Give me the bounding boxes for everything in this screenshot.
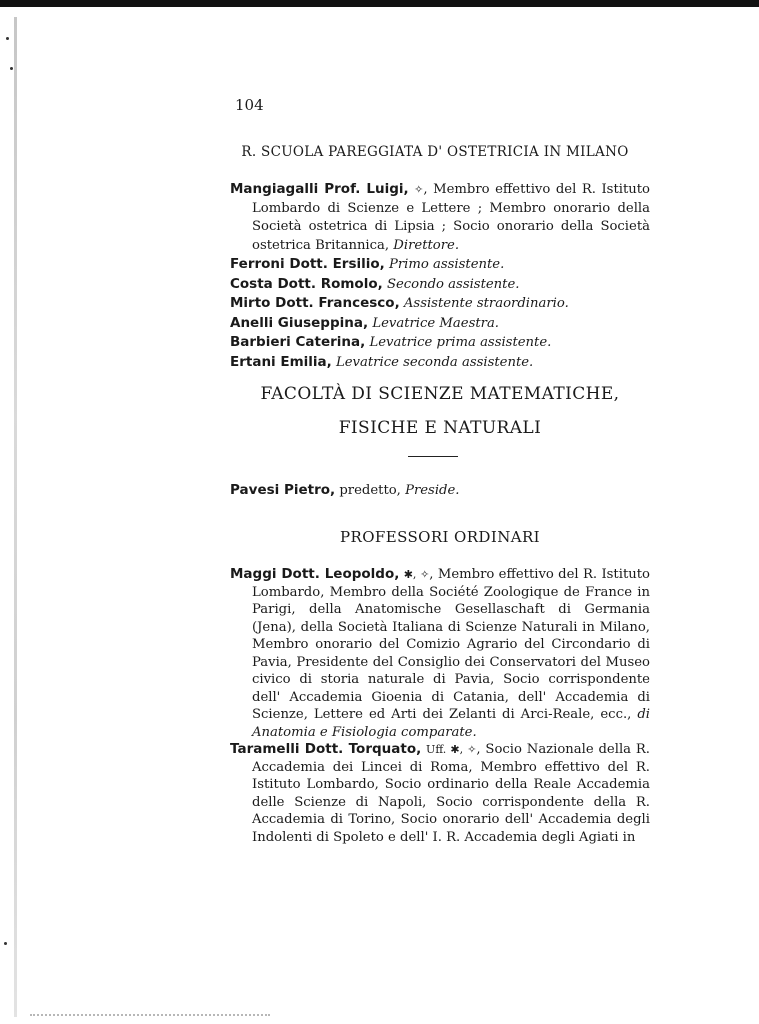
staff-entry [230,353,650,373]
staff-entry [230,255,650,275]
staff-role: Levatrice seconda assistente. [336,354,534,370]
staff-name: Mangiagalli Prof. Luigi, [230,181,409,197]
staff-role: Levatrice prima assistente. [369,335,552,350]
staff-entry [230,180,650,255]
professor-entry [230,741,650,846]
staff-role: Secondo assistente. [386,276,520,292]
staff-entry [230,275,650,295]
staff-name: Barbieri Caterina, [230,334,366,350]
preside-role: Preside. [405,483,460,498]
professor-description: , Socio Nazionale della R. Accademia dei Lincei di Roma, Membro effettivo del R. Istituto Lombardo, Socio ordinario della Reale Accademia delle Scienze di Napoli, Socio corrispondente della R. Accademia di Torino, Socio onorario dell' Accademia degli Indolenti di Spoleto e dell' I. R. Accademia degli Agiati in [252,742,650,845]
section-divider [408,456,458,457]
staff-name: Ertani Emilia, [230,353,332,370]
staff-name: Anelli Giuseppina, [230,314,369,331]
staff-role: Primo assistente. [388,257,505,272]
staff-name: Mirto Dott. Francesco, [230,295,400,311]
faculty-title-line1: FACOLTÀ DI SCIENZE MATEMATICHE, [260,384,620,404]
honor-symbol: Uff. ✱, ✧ [426,743,477,756]
faculty-title-line2: FISICHE E NATURALI [338,418,542,438]
professor-description: , Membro effettivo del R. Istituto Lombardo, Membro della Société Zoologique de France in Parigi, della Anatomische Gesellaschaft di Germania (Jena), della Società Italiana di Scienze Naturali in Milano, Membro onorario del Comizio Agrario del Circondario di Pavia, Presidente del Consiglio dei Conservatori del Museo civico di storia naturale di Pavia, Socio corrispondente dell' Accademia Gioenia di Catania, dell' Accademia di Scienze, Lettere ed Arti dei Zelanti di Arci-Reale, ecc., [252,567,650,722]
staff-name: Costa Dott. Romolo, [230,275,383,292]
staff-name: Ferroni Dott. Ersilio, [230,256,385,272]
professor-entry [230,566,650,741]
staff-entry [230,294,650,314]
staff-description: , Membro effettivo del R. Istituto Lombardo di Scienze e Lettere ; Membro onorario della Società ostetrica di Lipsia ; Socio onorario della Società ostetrica Britannica, [252,182,650,253]
school-staff-list [230,180,650,372]
staff-role: Direttore. [393,237,460,253]
honor-symbol: ✧ [414,183,424,196]
honor-symbol: ✱, ✧ [403,568,430,581]
staff-role: Assistente straordinario. [403,296,569,311]
professor-role: di Anatomia e Fisiologia comparate. [252,707,650,740]
professor-name: Maggi Dott. Leopoldo, [230,566,400,582]
preside-name: Pavesi Pietro, [230,482,336,498]
page-number: 104 [235,96,264,114]
professor-name: Taramelli Dott. Torquato, [230,741,422,757]
preside-entry [230,482,459,498]
staff-entry [230,314,650,334]
section-title: PROFESSORI ORDINARI [340,528,540,546]
preside-text: predetto, [335,483,406,498]
school-title: R. SCUOLA PAREGGIATA D' OSTETRICIA IN MILANO [241,144,629,160]
staff-entry [230,333,650,353]
staff-role: Levatrice Maestra. [372,315,500,331]
professors-list [230,566,650,846]
